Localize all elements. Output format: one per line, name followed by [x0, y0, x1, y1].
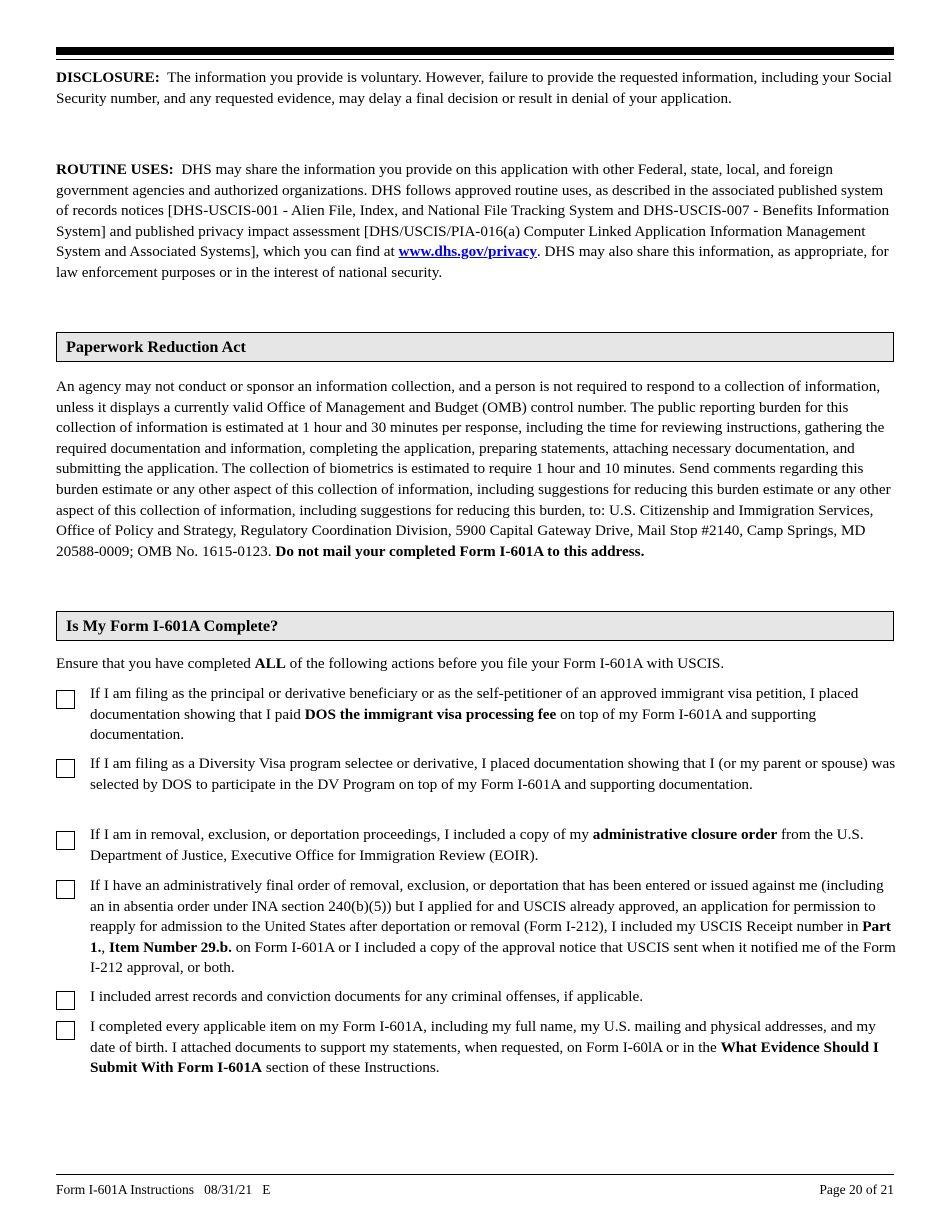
completeness-heading: Is My Form I-601A Complete?	[66, 617, 279, 635]
paperwork-section-header	[56, 332, 894, 362]
routine-uses-text-after: . DHS may also share this information, as appropriate, for law enforcement purposes or in the interest of national security.	[56, 243, 889, 281]
dhs-privacy-link[interactable]: www.dhs.gov/privacy	[398, 243, 537, 261]
top-thick-rule	[56, 47, 894, 55]
intro-all-bold: ALL	[254, 655, 286, 672]
item-text-part: If I am filing as a Diversity Visa program selectee or derivative, I placed documentation showing that I (or my parent or spouse) was selected by DOS to participate in the DV Program on top of my Form I-601A and supporting documentation.	[90, 755, 896, 793]
completeness-intro	[56, 654, 896, 675]
checklist-item-text	[90, 754, 896, 795]
item-text-bold: DOS the immigrant visa processing fee	[304, 705, 557, 723]
checkbox[interactable]	[56, 690, 75, 709]
paperwork-bold-notice: Do not mail your completed Form I-601A to this address.	[275, 542, 645, 560]
item-text-part: If I am filing as the principal or derivative beneficiary or as the self-petitioner of an approved immigrant visa petition, I placed documentation showing that I paid	[90, 685, 859, 723]
routine-uses-text: DHS may share the information you provide on this application with other Federal, state, local, and foreign government agencies and authorized organizations. DHS follows approved routine uses, as described in the associated published system of records notices [DHS-USCIS-001 - Alien File, Index, and National File Tracking System and DHS-USCIS-007 - Benefits Information System] and published privacy impact assessment [DHS/USCIS/PIA-016(a) Computer Linked Application Information Management System and Associated Systems], which you can find at	[56, 161, 890, 261]
paperwork-paragraph	[56, 377, 896, 562]
checkbox[interactable]	[56, 831, 75, 850]
item-text-part: If I am in removal, exclusion, or deportation proceedings, I included a copy of my	[90, 826, 593, 843]
intro-text-after: of the following actions before you file your Form I-601A with USCIS.	[285, 655, 725, 672]
item-text-part: I completed every applicable item on my Form I-601A, including my full name, my U.S. mailing and physical addresses, and my date of birth. I attached documents to support my statements, when requested, on Form I-60lA or in the	[90, 1018, 876, 1056]
item-text-bold: administrative closure order	[592, 826, 778, 843]
checklist-item-text	[90, 876, 896, 979]
disclosure-text: The information you provide is voluntary. However, failure to provide the requested information, including your Social Security number, and any requested evidence, may delay a final decision or result in denial of your application.	[56, 69, 892, 107]
routine-uses-paragraph	[56, 160, 896, 284]
item-text-bold: Item Number 29.b.	[108, 938, 232, 956]
item-text-part: If I have an administratively final order of removal, exclusion, or deportation that has been entered or issued against me (including an in absentia order under INA section 240(b)(5)) but I applied for and USCIS already approved, an application for permission to reapply for admission to the United States after deportation or removal (Form I-212), I included my USCIS Receipt number in	[90, 877, 884, 936]
item-text-part: on top of my Form I-601A and supporting documentation.	[90, 705, 817, 744]
checkbox[interactable]	[56, 991, 75, 1010]
item-text-part: ,	[101, 938, 109, 956]
item-text-part: from the U.S. Department of Justice, Executive Office for Immigration Review (EOIR).	[90, 826, 864, 864]
disclosure-label: DISCLOSURE:	[56, 69, 160, 86]
disclosure-paragraph	[56, 68, 896, 109]
paperwork-heading: Paperwork Reduction Act	[66, 338, 246, 356]
top-thin-rule	[56, 59, 894, 60]
item-text-bold: What Evidence Should I Submit With Form I-601A	[90, 1038, 879, 1077]
checkbox[interactable]	[56, 759, 75, 778]
item-text-part: I included arrest records and conviction documents for any criminal offenses, if applicable.	[90, 988, 644, 1005]
item-text-bold: Part 1.	[90, 918, 891, 956]
footer-page-number: Page 20 of 21	[819, 1182, 894, 1197]
checkbox[interactable]	[56, 880, 75, 899]
checklist-item-text	[90, 987, 896, 1008]
checkbox[interactable]	[56, 1021, 75, 1040]
completeness-section-header	[56, 611, 894, 641]
checklist-item-text	[90, 684, 896, 746]
paperwork-text: An agency may not conduct or sponsor an information collection, and a person is not required to respond to a collection of information, unless it displays a currently valid Office of Management and Budget (OMB) control number. The public reporting burden for this collection of information is estimated at 1 hour and 30 minutes per response, including the time for reviewing instructions, gathering the required documentation and information, completing the application, preparing statements, attaching necessary documentation, and submitting the application. The collection of biometrics is estimated to require 1 hour and 10 minutes. Send comments regarding this burden estimate or any other aspect of this collection of information, including suggestions for reducing this burden estimate or any other aspect of this collection of information, including suggestions for reducing this burden, to: U.S. Citizenship and Immigration Services, Office of Policy and Strategy, Regulatory Coordination Division, 5900 Capital Gateway Drive, Mail Stop #2140, Camp Springs, MD 20588-0009; OMB No. 1615-0123.	[56, 378, 891, 560]
item-text-part: section of these Instructions.	[262, 1059, 440, 1077]
checklist-item-text	[90, 825, 896, 866]
footer-rule	[56, 1174, 894, 1175]
intro-text: Ensure that you have completed	[56, 655, 255, 672]
checklist-item-text	[90, 1017, 896, 1079]
item-text-part: on Form I-601A or I included a copy of the approval notice that USCIS sent when it notified me of the Form I-212 approval, or both.	[90, 938, 896, 977]
footer-form-id: Form I-601A Instructions 08/31/21 E	[56, 1182, 271, 1197]
routine-uses-label: ROUTINE USES:	[56, 161, 174, 178]
